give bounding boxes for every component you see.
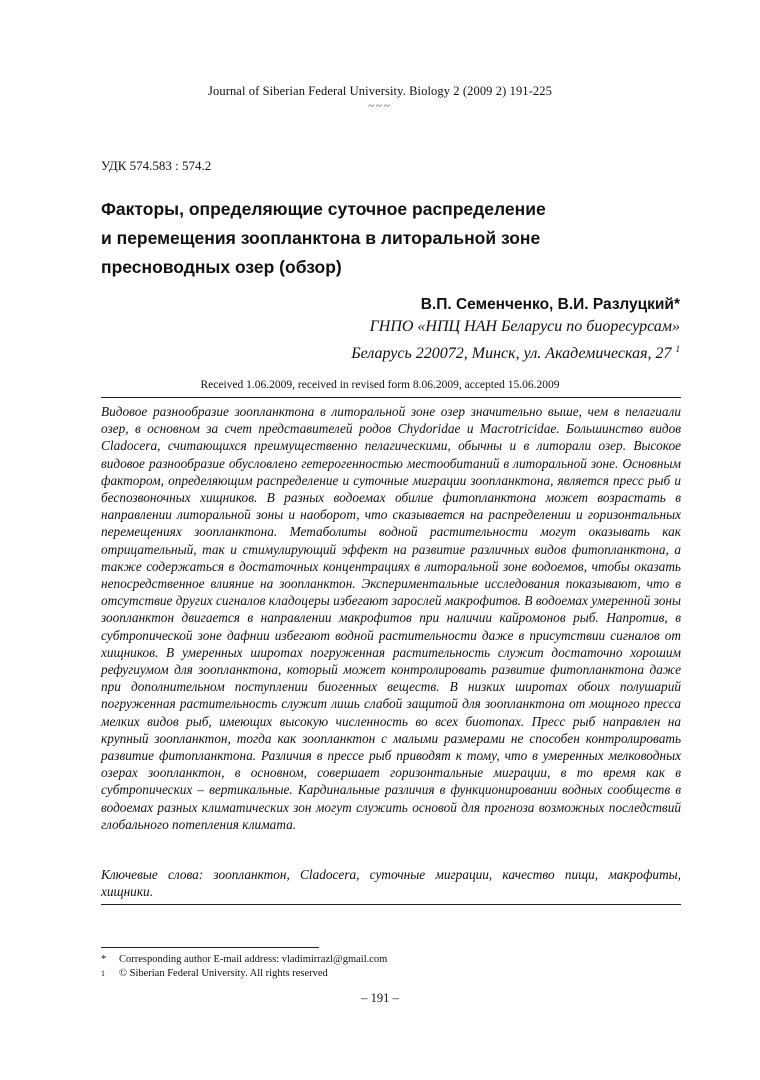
footnote-item [101, 953, 681, 967]
footnote-rule [101, 947, 319, 948]
abstract-bottom-rule [101, 904, 681, 905]
footnote-mark-sup: 1 [101, 969, 105, 978]
footnote-mark: * [101, 954, 107, 965]
author-address [351, 338, 680, 365]
author-address-text: Беларусь 220072, Минск, ул. Академическая, 27 [351, 345, 672, 362]
article-title [101, 195, 661, 282]
header-ornament: ~~~ [368, 100, 392, 112]
article-title-line: и перемещения зоопланктона в литоральной зоне [101, 228, 541, 248]
keywords: Ключевые слова: зоопланктон, Cladocera, суточные миграции, качество пищи, макрофиты, хищники. [101, 867, 681, 900]
article-title-line: пресноводных озер (обзор) [101, 257, 342, 277]
footnote-text: Corresponding author E-mail address: vladimirrazl@gmail.com [119, 954, 388, 965]
journal-header: Journal of Siberian Federal University. Biology 2 (2009 2) 191-225 [208, 84, 552, 98]
author-block [351, 294, 680, 365]
address-footnote-mark: 1 [675, 344, 680, 354]
footnote-text: © Siberian Federal University. All rights reserved [119, 968, 328, 979]
footnote-mark [101, 967, 119, 986]
article-title-line: Факторы, определяющие суточное распределение [101, 199, 546, 219]
page-number: – 191 – [361, 991, 399, 1005]
udk-code: УДК 574.583 : 574.2 [101, 158, 212, 173]
footnotes [101, 953, 681, 986]
author-names: В.П. Семенченко, В.И. Разлуцкий* [420, 296, 680, 313]
received-dates: Received 1.06.2009, received in revised form 8.06.2009, accepted 15.06.2009 [200, 379, 560, 391]
footnote-item [101, 967, 681, 986]
abstract-text: Видовое разнообразие зоопланктона в литоральной зоне озер значительно выше, чем в пелагиали озер, в основном за счет представителей родов Chydoridae и Macrotricidae. Большинство видов Cladocera, считающихся преимущественно пелагическими, обычны и в литорали озер. Высокое видовое разнообразие обусловлено гетерогенностью местообитаний в литоральной зоне. Основным фактором, определяющим распределение и суточные миграции зоопланктона, является пресс рыб и беспозвоночных хищников. В разных водоемах обилие фитопланктона может возрастать в направлении литоральной зоны и наоборот, что сказывается на распределении и горизонтальных перемещениях зоопланктона. Метаболиты водной растительности могут оказывать как отрицательный, так и стимулирующий эффект на развитие различных видов фитопланктона, а также содержаться в достаточных концентрациях в литоральной зоне водоемов, чтобы оказать непосредственное влияние на зоопланктон. Экспериментальные исследования показывают, что в отсутствие других сигналов кладоцеры избегают зарослей макрофитов. В водоемах умеренной зоны зоопланктон двигается в направлении макрофитов при наличии кайромонов рыб. Напротив, в субтропической зоне дафнии избегают водной растительности даже в присутствии сигналов от хищников. В умеренных широтах погруженная растительность служит достаточно хорошим рефугиумом для зоопланктона, который может контролировать развитие фитопланктона даже при дополнительном поступлении биогенных веществ. В низких широтах обоих полушарий погруженная растительность служит лишь слабой защитой для зоопланктона от мощного пресса мелких видов рыб, имеющих высокую численность во всех биотопах. Пресс рыб направлен на крупный зоопланктон, тогда как зоопланктон с малыми размерами не способен контролировать развитие фитопланктона. Различия в прессе рыб приводят к тому, что в умеренных мелководных озерах зоопланктон, в основном, совершает горизонтальные миграции, в то время как в субтропических – вертикальные. Кардинальные различия в функционировании водных сообществ в водоемах разных климатических зон могут служить основой для прогноза возможных последствий глобального потепления климата. [101, 404, 681, 832]
abstract-top-rule [101, 397, 681, 398]
author-affiliation: ГНПО «НПЦ НАН Беларуси по биоресурсам» [369, 318, 680, 335]
